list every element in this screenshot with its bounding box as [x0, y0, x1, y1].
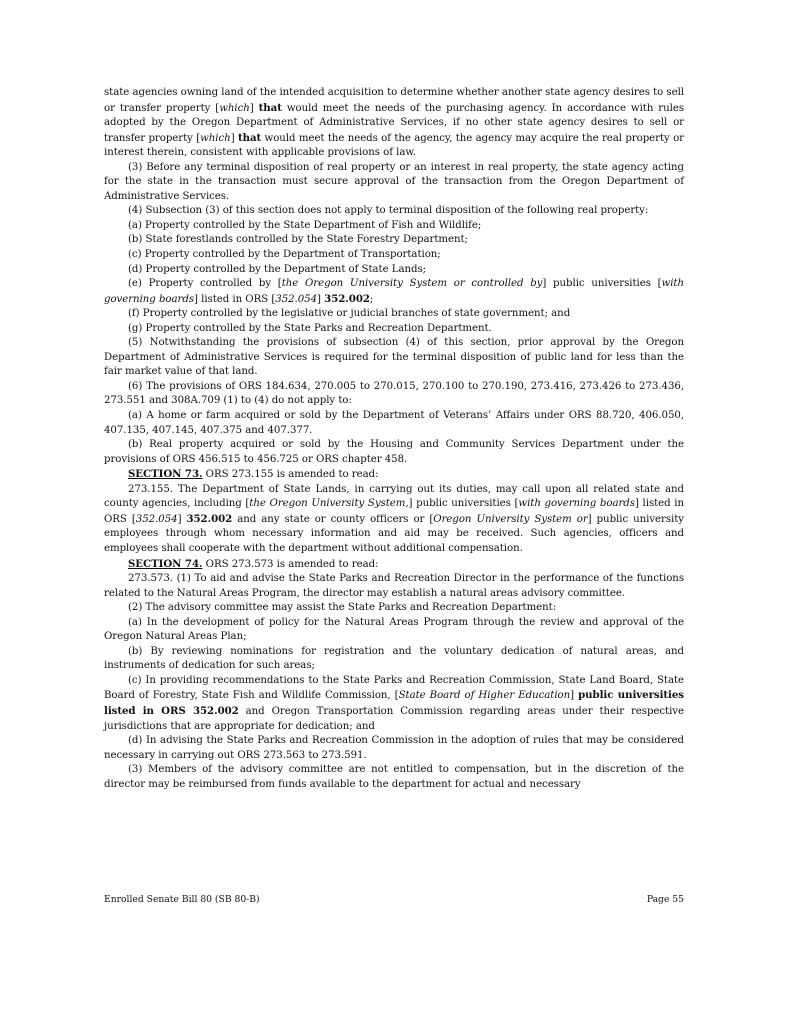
inserted-text: public universities listed in ORS 352.002: [104, 689, 684, 717]
item-2c: (c) In providing recommendations to the State Parks and Recreation Commission, State Land Board, State Board of Forestry, State Fish and Wildlife Commission, [State Board of Higher Education] public universities listed in ORS 352.002 and Oregon Transportation Commission regarding areas under their respective jurisdictions that are appropriate for dedication; and: [104, 674, 684, 732]
page-number: Page 55: [646, 894, 684, 905]
item-g: (g) Property controlled by the State Parks and Recreation Department.: [128, 322, 492, 334]
subsection-3: (3) Before any terminal disposition of real property or an interest in real property, the state agency acting for the state in the transaction must secure approval of the transaction from the Oregon Department of Administrative Services.: [104, 161, 684, 202]
item-f: (f) Property controlled by the legislative or judicial branches of state government; and: [128, 308, 571, 320]
deleted-text: with governing boards: [104, 278, 684, 305]
item-a: (a) Property controlled by the State Department of Fish and Wildlife;: [128, 219, 482, 231]
item-6a: (a) A home or farm acquired or sold by the Department of Veterans’ Affairs under ORS 88.720, 406.050, 407.135, 407.145, 407.375 and 407.377.: [104, 410, 684, 436]
inserted-text: 352.002: [186, 512, 233, 525]
ors-273-573-subsection-2: (2) The advisory committee may assist the State Parks and Recreation Department:: [128, 602, 557, 614]
ors-273-573-subsection-1: 273.573. (1) To aid and advise the State Parks and Recreation Director in the performance of the functions related to the Natural Areas Program, the director may establish a natural areas advisory committee.: [104, 573, 684, 599]
ors-273-573-subsection-3: (3) Members of the advisory committee are not entitled to compensation, but in the discretion of the director may be reimbursed from funds available to the department for actual and necessary: [104, 764, 684, 790]
subsection-4: (4) Subsection (3) of this section does not apply to terminal disposition of the following real property:: [128, 205, 649, 217]
deleted-text: the Oregon University System,: [249, 498, 409, 510]
deleted-text: 352.054: [135, 513, 178, 525]
inserted-text: that: [237, 131, 262, 144]
section-73-label: SECTION 73.: [128, 468, 203, 481]
subsection-6: (6) The provisions of ORS 184.634, 270.005 to 270.015, 270.100 to 270.190, 273.416, 273.426 to 273.436, 273.551 and 308A.709 (1) to (4) do not apply to:: [104, 380, 684, 407]
ors-273-155-text: 273.155. The Department of State Lands, in carrying out its duties, may call upon all related state and county agencies, including [the Oregon University System,] public universities [with governing boards] listed in ORS [352.054] 352.002 and any state or county officers or [Oregon University System or] public university employees through whom necessary information and aid may be received. Such agencies, officers and employees shall cooperate with the department without additional compensation.: [104, 483, 684, 554]
item-c: (c) Property controlled by the Department of Transportation;: [128, 249, 441, 261]
item-6b: (b) Real property acquired or sold by the Housing and Community Services Department under the provisions of ORS 456.515 to 456.725 or ORS chapter 458.: [104, 439, 684, 465]
deleted-text: the Oregon University System or controlled by: [281, 278, 543, 290]
item-2d: (d) In advising the State Parks and Recreation Commission in the adoption of rules that may be considered necessary in carrying out ORS 273.563 to 273.591.: [104, 735, 684, 761]
section-74-heading: SECTION 74. ORS 273.573 is amended to read:: [128, 557, 379, 570]
deleted-text: which: [200, 132, 231, 144]
deleted-text: Oregon University System or: [433, 513, 588, 525]
paragraph-continuation: state agencies owning land of the intended acquisition to determine whether another state agency desires to sell or transfer property [which] that would meet the needs of the purchasing agency. In accordance with rules adopted by the Oregon Department of Administrative Services, if no other state agency desires to sell or transfer property [which] that would meet the needs of the agency, the agency may acquire the real property or interest therein, consistent with applicable provisions of law.: [104, 87, 684, 159]
bill-text-body: [104, 86, 684, 792]
section-73-heading: SECTION 73. ORS 273.155 is amended to read:: [128, 468, 379, 481]
inserted-text: that: [258, 101, 282, 114]
item-2a: (a) In the development of policy for the Natural Areas Program through the review and approval of the Oregon Natural Areas Plan;: [104, 616, 684, 643]
inserted-text: 352.002: [324, 292, 370, 305]
subsection-5: (5) Notwithstanding the provisions of subsection (4) of this section, prior approval by the Oregon Department of Administrative Services is required for the terminal disposition of public land for less than the fair market value of that land.: [104, 337, 684, 378]
bill-identifier: Enrolled Senate Bill 80 (SB 80-B): [104, 894, 260, 905]
item-d: (d) Property controlled by the Department of State Lands;: [128, 263, 427, 275]
deleted-text: 352.054: [275, 293, 318, 305]
deleted-text: which: [219, 102, 250, 114]
section-74-label: SECTION 74.: [128, 557, 203, 570]
item-2b: (b) By reviewing nominations for registration and the voluntary dedication of natural areas, and instruments of dedication for such areas;: [104, 645, 684, 672]
item-e: (e) Property controlled by [the Oregon University System or controlled by] public universities [with governing boards] listed in ORS [352.054] 352.002;: [104, 278, 684, 305]
item-b: (b) State forestlands controlled by the State Forestry Department;: [128, 234, 468, 246]
deleted-text: with governing boards: [518, 498, 635, 510]
deleted-text: State Board of Higher Education: [398, 690, 571, 702]
